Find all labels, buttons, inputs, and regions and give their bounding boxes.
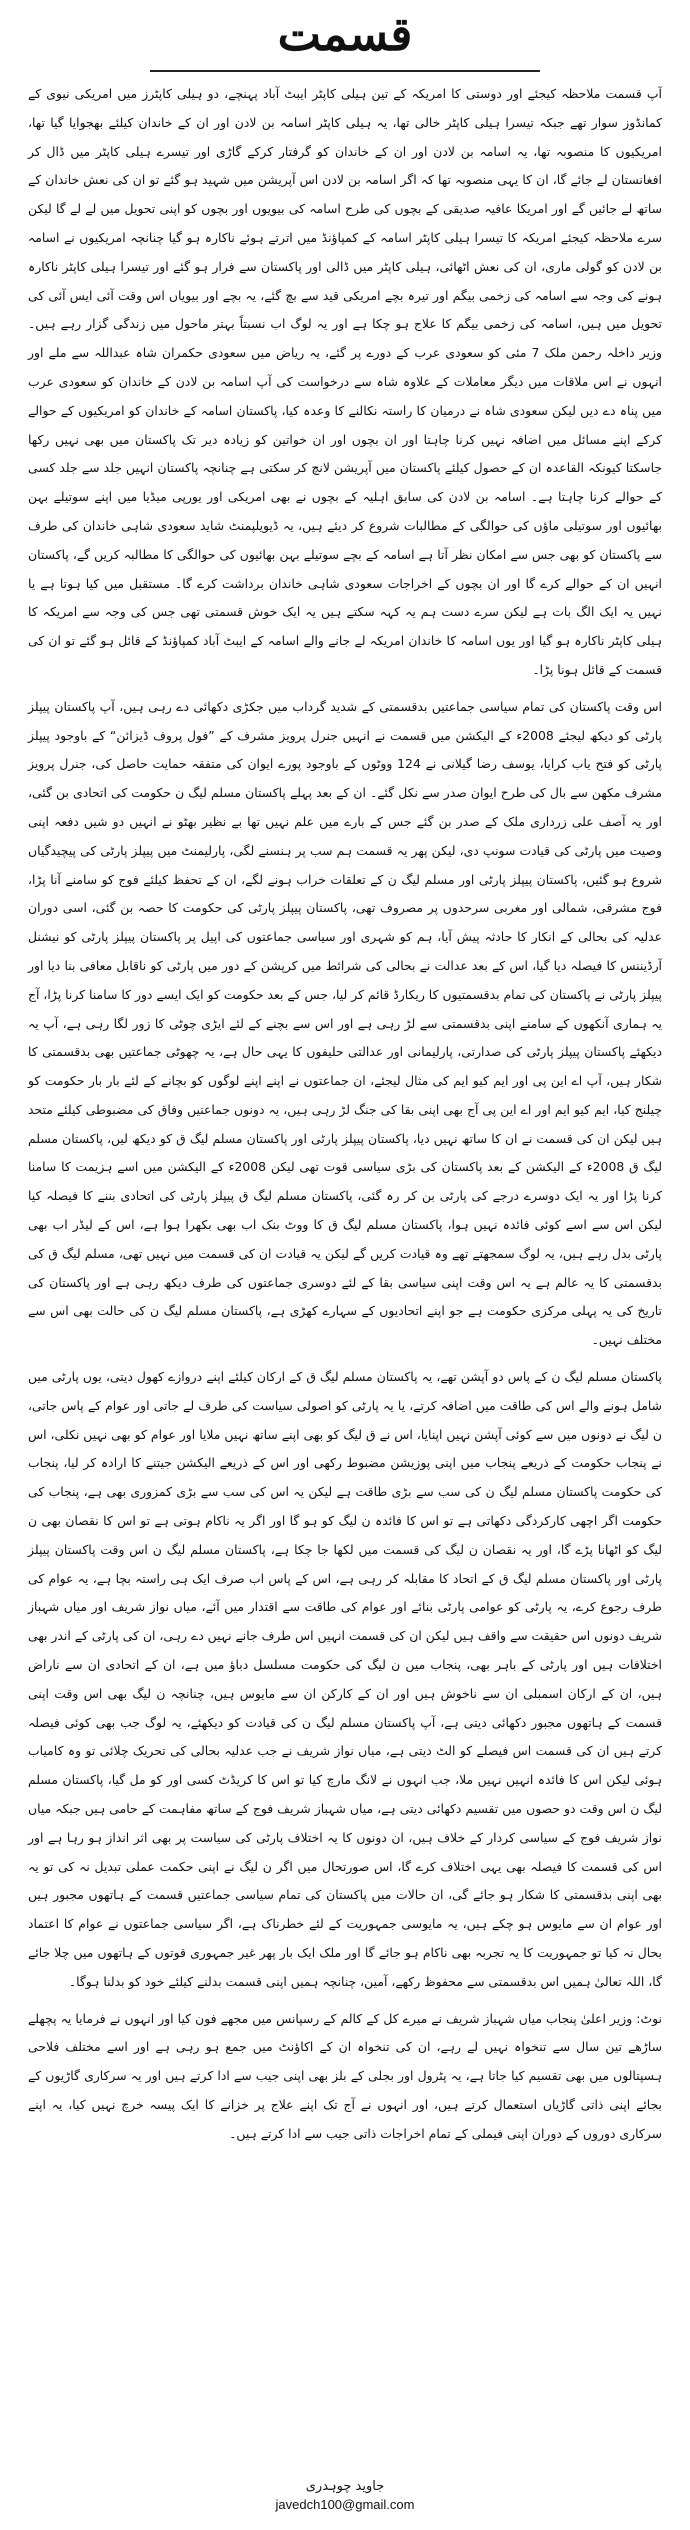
paragraph-3: پاکستان مسلم لیگ ن کے پاس دو آپشن تھے، یہ پاکستان مسلم لیگ ق کے ارکان کیلئے اپنے دروازے کھول دیتی، یوں پارٹی میں شامل ہونے والے اس کی طاقت میں اضافہ کرتے، یا یہ پارٹی کو اصولی سیاست کی طرف لے جاتی اور عوام کے پاس جاتی، ن لیگ نے دونوں میں سے کوئی آپشن نہیں اپنایا، اس نے ق لیگ کو بھی اپنے ساتھ نہیں ملایا اور عوام کو بھی نہیں نکلی، اس نے پنجاب حکومت کے ذریعے پنجاب میں اپنی پوزیشن مضبوط رکھی اور اس کے ذریعے الیکشن جیتنے کا ارادہ کر لیا، پنجاب کی حکومت پاکستان مسلم لیگ ن کی سب سے بڑی طاقت ہے لیکن یہ اس کی سب سے بڑی کمزوری بھی ہے، پنجاب کی حکومت اگر اچھی کارکردگی دکھاتی ہے تو اس کا فائدہ ن لیگ کو ہو گا اور اگر یہ ناکام ہوتی ہے تو اس کا نقصان بھی ن لیگ کو اٹھانا پڑے گا، اور یہ نقصان ن لیگ کی قسمت میں لکھا جا چکا ہے، پاکستان مسلم لیگ ن اس وقت پاکستان پیپلز پارٹی اور پاکستان مسلم لیگ ق کے اتحاد کا مقابلہ کر رہی ہے، اس کے پاس اب صرف ایک ہی راستہ بچا ہے، یہ عوام کی طرف رجوع کرے، یہ پارٹی کو عوامی پارٹی بنائے اور عوام کی طاقت سے اقتدار میں آئے، میاں نواز شریف اور میاں شہباز شریف دونوں اس حقیقت سے واقف ہیں لیکن ان کی قسمت انہیں اس طرف جانے نہیں دے رہی، ان کی پارٹی کے اندر بھی اختلافات ہیں اور پارٹی کے باہر بھی، پنجاب میں ن لیگ کی حکومت مسلسل دباؤ میں ہے، ان کے اتحادی ان سے ناراض ہیں، ان کے ارکان اسمبلی ان سے ناخوش ہیں اور ان کے کارکن ان سے مایوس ہیں، چنانچہ ن لیگ بھی اس وقت اپنی قسمت کے ہاتھوں مجبور دکھائی دیتی ہے، آپ پاکستان مسلم لیگ ن کی قیادت کو دیکھئے، یہ لوگ جب بھی کوئی فیصلہ کرتے ہیں ان کی قسمت اس فیصلے کو الٹ دیتی ہے، میاں نواز شریف نے جب عدلیہ بحالی کی تحریک چلائی تو وہ کامیاب ہوئی لیکن اس کا فائدہ انہیں نہیں ملا، جب انہوں نے لانگ مارچ کیا تو اس کا کریڈٹ کسی اور کو مل گیا، پاکستان مسلم لیگ ن اس وقت دو حصوں میں تقسیم دکھائی دیتی ہے، میاں شہباز شریف فوج کے ساتھ مفاہمت کے حامی ہیں جبکہ میاں نواز شریف فوج کے سیاسی کردار کے خلاف ہیں، ان دونوں کا یہ اختلاف پارٹی کی سیاست پر بھی اثر انداز ہو رہا ہے اور اس کی قسمت کا فیصلہ بھی یہی اختلاف کرے گا، اس صورتحال میں اگر ن لیگ نے اپنی حکمت عملی تبدیل نہ کی تو یہ بھی اپنی بدقسمتی کا شکار ہو جائے گی، ان حالات میں پاکستان کی تمام سیاسی جماعتیں قسمت کے ہاتھوں مجبور ہیں اور عوام ان سے مایوس ہو چکے ہیں، یہ مایوسی جمہوریت کے لئے خطرناک ہے، اگر سیاسی جماعتوں نے عوام کا اعتماد بحال نہ کیا تو جمہوریت کا یہ تجربہ بھی ناکام ہو جائے گا اور ملک ایک بار پھر غیر جمہوری قوتوں کے ہاتھوں میں چلا جائے گا، اللہ تعالیٰ ہمیں اس بدقسمتی سے محفوظ رکھے، آمین، چنانچہ ہمیں اپنی قسمت بدلنے کیلئے خود کو بدلنا ہوگا۔ <box>28 1369 662 1989</box>
paragraph-2: اس وقت پاکستان کی تمام سیاسی جماعتیں بدقسمتی کے شدید گرداب میں جکڑی دکھائی دے رہی ہیں، آپ پاکستان پیپلز پارٹی کو دیکھ لیجئے 2008ء کے الیکشن میں قسمت نے انہیں جنرل پرویز مشرف کے ”فول پروف ڈیزائن“ کے باوجود پیپلز پارٹی کو فتح یاب کرایا، یوسف رضا گیلانی نے 124 ووٹوں کے باوجود پورے ایوان کی متفقہ حمایت حاصل کی، جنرل پرویز مشرف مکھن سے بال کی طرح ایوان صدر سے نکل گئے۔ ان کے بعد پہلے پاکستان مسلم لیگ ن حکومت کی اتحادی بن گئی، اور یہ آصف علی زرداری ملک کے صدر بن گئے جس کے بارے میں علم نہیں تھا بے نظیر بھٹو نے انہیں دو شیں دفعہ اپنی وصیت میں پارٹی کی قیادت سونپ دی، لیکن پھر یہ قسمت ہم سب پر ہنسنے لگی، پارلیمنٹ میں پیپلز پارٹی کی پیچیدگیاں شروع ہو گئیں، پاکستان پیپلز پارٹی اور مسلم لیگ ن کے تعلقات خراب ہونے لگے، ان کے تحفظ کیلئے فوج کو سامنے آنا پڑا، فوج مشرقی، شمالی اور مغربی سرحدوں پر مصروف تھی، پاکستان پیپلز پارٹی کی حکومت کا حصہ بن گئی، اسی دوران عدلیہ کی بحالی کے انکار کا حادثہ پیش آیا، ہم کو شہری اور سیاسی جماعتوں کی اپیل پر پاکستان پیپلز پارٹی کو نیشنل آرڈیننس کا فیصلہ دیا گیا، اس کے بعد عدالت نے بحالی کی شرائط میں کرپشن کے دور میں پارٹی کو ناقابل معافی بنا دیا اور پیپلز پارٹی نے پاکستان کی تمام بدقسمتیوں کا ریکارڈ قائم کر لیا، جس کے بعد حکومت کو ایک ایسے دور کا سامنا کرنا پڑا، آج یہ ہماری آنکھوں کے سامنے اپنی بدقسمتی سے لڑ رہی ہے اور اس سے بچنے کے لئے ایڑی چوٹی کا زور لگا رہی ہے، آپ یہ دیکھئے پاکستان پیپلز پارٹی کی صدارتی، پارلیمانی اور عدالتی حلیفوں کا یہی حال ہے، یہ چھوٹی جماعتیں بھی بدقسمتی کا شکار ہیں، آپ اے این پی اور ایم کیو ایم کی مثال لیجئے، ان جماعتوں نے اپنے اپنے لوگوں کو بچانے کے لئے بار بار حکومت کو چیلنج کیا، ایم کیو ایم اور اے این پی آج بھی اپنی بقا کی جنگ لڑ رہی ہیں، یہ دونوں جماعتیں وفاق کی مضبوطی کیلئے متحد ہیں لیکن ان کی قسمت نے ان کا ساتھ نہیں دیا، پاکستان پیپلز پارٹی اور پاکستان مسلم لیگ ق کو دیکھ لیں، پاکستان مسلم لیگ ق 2008ء کے الیکشن کے بعد پاکستان کی بڑی سیاسی قوت تھی لیکن 2008ء کے الیکشن میں اسے ہزیمت کا سامنا کرنا پڑا اور یہ ایک دوسرے درجے کی پارٹی بن کر رہ گئی، پاکستان مسلم لیگ ق پیپلز پارٹی کی اتحادی بننے کا فیصلہ کیا لیکن اس سے اسے کوئی فائدہ نہیں ہوا، پاکستان مسلم لیگ ق کا ووٹ بنک اب بھی بکھرا ہوا ہے، اس کے لیڈر اب بھی پارٹی بدل رہے ہیں، یہ لوگ سمجھتے تھے وہ قیادت کریں گے لیکن یہ قیادت ان کی قسمت میں نہیں تھی، مسلم لیگ ق کی بدقسمتی کا یہ عالم ہے یہ اس وقت اپنی سیاسی بقا کے لئے دوسری جماعتوں کی طرف دیکھ رہی ہے اور پاکستان کی تاریخ کی یہ پہلی مرکزی حکومت ہے جو اپنے اتحادیوں کے سہارے کھڑی ہے، پاکستان مسلم لیگ ن کی حالت بھی اس سے مختلف نہیں۔ <box>28 698 662 1348</box>
title-underline <box>150 70 540 72</box>
column-title: قسمت <box>277 7 413 61</box>
note-paragraph: نوٹ: وزیر اعلیٰ پنجاب میاں شہباز شریف نے میرے کل کے کالم کے رسپانس میں مجھے فون کیا اور انہوں نے فرمایا یہ پچھلے ساڑھے تین سال سے تنخواہ نہیں لے رہے، ان کی تنخواہ ان کے اکاؤنٹ میں جمع ہو رہی ہے اور اسے مختلف فلاحی ہسپتالوں میں بھی تقسیم کیا جاتا ہے، یہ پٹرول اور بجلی کے بلز بھی اپنی جیب سے ادا کرتے ہیں اور یہ سرکاری گاڑیوں کے بجائے اپنی ذاتی گاڑیاں استعمال کرتے ہیں، اور انہوں نے آج تک اپنے علاج پر خزانے کا ایک پیسہ خرچ نہیں کیا، یہ اپنے سرکاری دوروں کے دوران اپنی فیملی کے تمام اخراجات ذاتی جیب سے ادا کرتے ہیں۔ <box>28 2010 662 2141</box>
author-name: جاوید چوہدری <box>305 2479 385 2494</box>
author-signature <box>0 2478 690 2514</box>
author-email[interactable]: javedch100@gmail.com <box>275 2497 415 2512</box>
article-body <box>28 80 662 2157</box>
paragraph-1: آپ قسمت ملاحظہ کیجئے اور دوستی کا امریکہ کے تین ہیلی کاپٹر ایبٹ آباد پہنچے، دو ہیلی کاپٹرز میں امریکی نیوی کے کمانڈوز سوار تھے جبکہ تیسرا ہیلی کاپٹر خالی تھا، یہ ہیلی کاپٹر اسامہ بن لادن اور ان کے خاندان کیلئے بھجوایا گیا تھا، امریکیوں کا منصوبہ تھا، یہ اسامہ بن لادن اور ان کے خاندان کو گرفتار کرکے گاڑی اور تیسرے ہیلی کاپٹر میں ڈال کر افغانستان لے جائے گا، ان کا یہی منصوبہ تھا کہ اگر اسامہ بن لادن اس آپریشن میں شہید ہو گئے تو ان کی نعش خاندان کے ساتھ لے جائیں گے اور امریکا عافیہ صدیقی کے بچوں کی طرح اسامہ کی بیویوں اور بچوں کو اپنی تحویل میں لے لے گا لیکن سرے ملاحظہ کیجئے امریکہ کا تیسرا ہیلی کاپٹر اسامہ کے کمپاؤنڈ میں اترتے ہوئے ناکارہ ہو گیا چنانچہ امریکیوں نے اسامہ بن لادن کو گولی ماری، ان کی نعش اٹھائی، ہیلی کاپٹر میں ڈالی اور پاکستان سے فرار ہو گئے اور تیسرا ہیلی کاپٹر ناکارہ ہونے کی وجہ سے اسامہ کی زخمی بیگم اور تیرہ بچے امریکی قید سے بچ گئے، یہ بچے اور بیویاں اس وقت آئی ایس آئی کی تحویل میں ہیں، اسامہ کی زخمی بیگم کا علاج ہو چکا ہے اور یہ لوگ اب نسبتاً بہتر ماحول میں زندگی گزار رہے ہیں۔ وزیر داخلہ رحمن ملک 7 مئی کو سعودی عرب کے دورے پر گئے، یہ ریاض میں سعودی حکمران شاہ عبداللہ سے ملے اور انہوں نے اس ملاقات میں دیگر معاملات کے علاوہ شاہ سے درخواست کی آپ اسامہ بن لادن کے خاندان کو سعودی عرب میں پناہ دے دیں لیکن سعودی شاہ نے درمیان کا راستہ نکالنے کا وعدہ کیا، پاکستان اسامہ کے خاندان کو امریکیوں کے حوالے کرکے اپنے مسائل میں اضافہ نہیں کرنا چاہتا اور ان بچوں اور ان خواتین کو زیادہ دیر تک پاکستان میں بھی نہیں رکھا جاسکتا کیونکہ القاعدہ ان کے حصول کیلئے پاکستان میں آپریشن لانچ کر سکتی ہے چنانچہ پاکستان انہیں جلد سے جلد کسی کے حوالے کرنا چاہتا ہے۔ اسامہ بن لادن کی سابق اہلیہ کے بچوں نے بھی امریکی اور یورپی میڈیا میں اپنے سوتیلے بہن بھائیوں اور سوتیلی ماؤں کی حوالگی کے مطالبات شروع کر دیئے ہیں، یہ ڈیویلپمنٹ شاید سعودی شاہی خاندان کی طرف سے پاکستان کو بھی جس سے امکان نظر آتا ہے اسامہ کے بچے سوتیلے بہن بھائیوں کی حوالگی کا مطالبہ کریں گے، پاکستان انہیں ان کے حوالے کرے گا اور ان بچوں کے اخراجات سعودی شاہی خاندان برداشت کرے گا۔ مستقبل میں کیا ہوتا ہے یا نہیں یہ ایک الگ بات ہے لیکن سرے دست ہم یہ کہہ سکتے ہیں یہ ایک خوش قسمتی تھی جس کی وجہ سے امریکہ کا ہیلی کاپٹر ناکارہ ہو گیا اور یوں اسامہ کا خاندان امریکہ لے جانے والے اسامہ کے ایبٹ آباد کمپاؤنڈ کے قائل ہو گئے تو ان کی قسمت کے قائل ہونا پڑا۔ <box>28 86 662 677</box>
